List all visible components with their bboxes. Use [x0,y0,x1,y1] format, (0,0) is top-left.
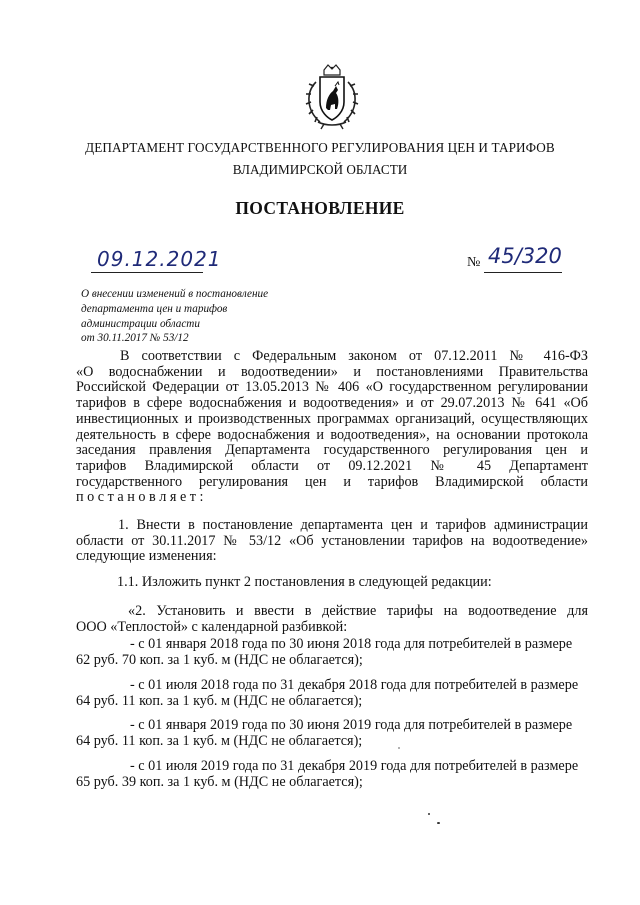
resolves-word: п о с т а н о в л я е т : [76,489,204,506]
text-line: инвестиционных и производственных программах организаций, осуществляющих [76,410,588,427]
text-line: 1. Внести в постановление департамента цен и тарифов администрации [118,517,588,533]
text-line: 65 руб. 39 коп. за 1 куб. м (НДС не облагается); [76,773,363,790]
document-title: ПОСТАНОВЛЕНИЕ [235,198,405,218]
text-line: - с 01 января 2018 года по 30 июня 2018 года для потребителей в размере [130,636,573,652]
scan-speck [398,747,400,749]
text-line: 64 руб. 11 коп. за 1 куб. м (НДС не облагается); [76,732,363,749]
department-name-line1: ДЕПАРТАМЕНТ ГОСУДАРСТВЕННОГО РЕГУЛИРОВАНИЯ ЦЕН И ТАРИФОВ [85,140,555,155]
text-line: - с 01 июля 2019 года по 31 декабря 2019 года для потребителей в размере [130,758,579,774]
text-line: следующие изменения: [76,548,217,565]
clause-1-paragraph [76,518,588,565]
text-line: тарифов в сфере водоснабжения и водоотведения» и от 29.07.2013 № 641 «Об [76,395,588,412]
subject-line: от 30.11.2017 № 53/12 [81,332,189,345]
clause-1-1: 1.1. Изложить пункт 2 постановления в следующей редакции: [117,574,492,590]
text-line: государственного регулирования цен и тарифов Владимирской области [76,473,588,490]
scan-speck [428,813,430,815]
text-line: В соответствии с Федеральным законом от 07.12.2011 № 416-ФЗ [120,348,588,364]
number-sign: № [467,255,481,270]
subject-line: О внесении изменений в постановление [81,288,269,300]
text-line: - с 01 января 2019 года по 30 июня 2019 года для потребителей в размере [130,717,573,733]
text-line: Российской Федерации от 13.05.2013 № 406 «О государственном регулировании [76,379,588,396]
text-line: заседания правления Департамента государственного регулирования цен и [76,442,588,459]
clause-2-intro [76,604,588,635]
text-line: «2. Установить и ввести в действие тарифы на водоотведение для [128,603,588,619]
tariff-list-item [76,678,588,710]
tariff-list-item [76,759,588,791]
text-line: ООО «Теплостой» с календарной разбивкой: [76,618,348,635]
text-line: области от 30.11.2017 № 53/12 «Об установлении тарифов на водоотведение» [76,532,588,549]
tariff-list-item [76,718,588,750]
tariff-list-item [76,637,588,669]
number-underline [484,272,562,273]
text-line: - с 01 июля 2018 года по 31 декабря 2018 года для потребителей в размере [130,677,579,693]
text-line: «О водоснабжении и водоотведении» и постановлениями Правительства [76,363,588,380]
text-line: деятельность в сфере водоснабжения и водоотведения», на основании протокола [76,426,588,443]
coat-of-arms-icon [302,64,362,130]
text-line: 62 руб. 70 коп. за 1 куб. м (НДС не облагается); [76,651,363,668]
document-number: 45/320 [488,244,562,268]
date-underline [91,272,203,273]
subject-line: департамента цен и тарифов [81,302,228,315]
preamble-paragraph [76,349,588,506]
document-subject [81,287,311,346]
department-name-line2: ВЛАДИМИРСКОЙ ОБЛАСТИ [232,162,408,177]
subject-line: администрации области [81,317,200,330]
document-date: 09.12.2021 [97,247,222,271]
text-line: 64 руб. 11 коп. за 1 куб. м (НДС не облагается); [76,692,363,709]
text-line: тарифов Владимирской области от 09.12.2021 № 45 Департамент [76,457,588,474]
scan-speck [437,822,440,824]
